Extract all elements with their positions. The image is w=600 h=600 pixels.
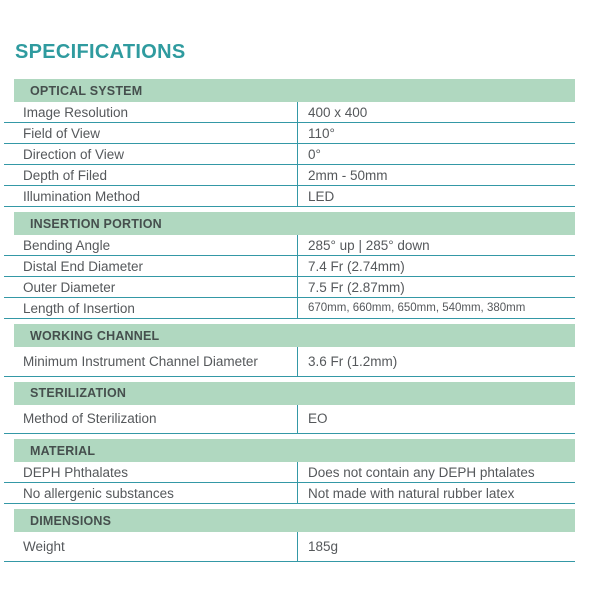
section-rows (4, 405, 575, 435)
spec-label: Field of View (23, 125, 101, 141)
table-row (4, 462, 575, 483)
section-rows (4, 532, 575, 562)
table-row (4, 483, 575, 504)
section-header-label: OPTICAL SYSTEM (30, 83, 143, 98)
table-row (4, 186, 575, 207)
spec-label: Image Resolution (23, 104, 129, 120)
spec-label: Outer Diameter (23, 279, 116, 295)
spec-label: Illumination Method (23, 188, 141, 204)
spec-value: 7.5 Fr (2.87mm) (297, 277, 575, 297)
spec-label: Weight (23, 538, 65, 554)
spec-label: No allergenic substances (23, 485, 174, 501)
table-row (4, 256, 575, 277)
table-row (4, 123, 575, 144)
spec-section (4, 509, 575, 562)
section-header-label: WORKING CHANNEL (30, 328, 160, 343)
spec-section (4, 79, 575, 207)
table-row (4, 298, 575, 319)
spec-value: Not made with natural rubber latex (297, 483, 575, 503)
spec-value: 400 x 400 (297, 102, 575, 122)
spec-value: Does not contain any DEPH phtalates (297, 462, 575, 482)
table-row (4, 235, 575, 256)
spec-value: 0° (297, 144, 575, 164)
spec-label: Direction of View (23, 146, 125, 162)
spec-value: 2mm - 50mm (297, 165, 575, 185)
spec-section (4, 382, 575, 435)
table-row (4, 165, 575, 186)
spec-value: 3.6 Fr (1.2mm) (297, 347, 575, 376)
spec-label: Minimum Instrument Channel Diameter (23, 353, 258, 369)
section-header-label: MATERIAL (30, 443, 96, 458)
section-header (14, 509, 575, 532)
specifications-table (4, 79, 575, 562)
spec-value: 185g (297, 532, 575, 561)
section-rows (4, 235, 575, 319)
table-row (4, 144, 575, 165)
table-row (4, 102, 575, 123)
section-header (14, 382, 575, 405)
spec-value: 285° up | 285° down (297, 235, 575, 255)
spec-label: Distal End Diameter (23, 258, 144, 274)
spec-label: DEPH Phthalates (23, 464, 129, 480)
page-title: SPECIFICATIONS (15, 41, 186, 63)
spec-value: LED (297, 186, 575, 206)
table-row (4, 277, 575, 298)
section-rows (4, 462, 575, 504)
spec-label: Length of Insertion (23, 300, 135, 316)
section-header (14, 79, 575, 102)
section-rows (4, 347, 575, 377)
section-header-label: STERILIZATION (30, 386, 127, 400)
table-row (4, 532, 575, 562)
spec-label: Depth of Filed (23, 167, 108, 183)
section-header-label: INSERTION PORTION (30, 216, 162, 231)
spec-label: Method of Sterilization (23, 411, 157, 427)
spec-value: 110° (297, 123, 575, 143)
spec-section (4, 324, 575, 377)
section-rows (4, 102, 575, 207)
spec-value: EO (297, 405, 575, 434)
table-row (4, 405, 575, 435)
section-header (14, 324, 575, 347)
spec-section (4, 212, 575, 319)
table-row (4, 347, 575, 377)
section-header (14, 212, 575, 235)
section-header-label: DIMENSIONS (30, 513, 112, 528)
section-header (14, 439, 575, 462)
spec-label: Bending Angle (23, 237, 111, 253)
spec-value: 670mm, 660mm, 650mm, 540mm, 380mm (297, 298, 575, 318)
spec-value: 7.4 Fr (2.74mm) (297, 256, 575, 276)
spec-section (4, 439, 575, 504)
